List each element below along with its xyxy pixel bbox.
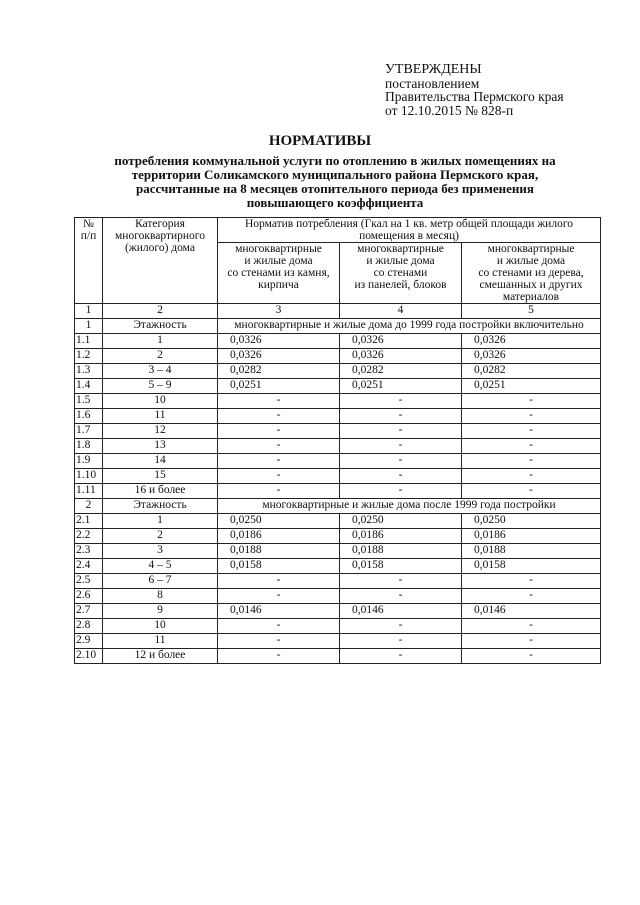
value-panel: 0,0188 bbox=[340, 544, 462, 559]
value-wood: 0,0188 bbox=[462, 544, 601, 559]
value-stone: - bbox=[218, 589, 340, 604]
table-row bbox=[75, 364, 601, 379]
section-title: многоквартирные и жилые дома после 1999 года постройки bbox=[218, 499, 601, 514]
value-panel: 0,0326 bbox=[340, 349, 462, 364]
row-category: 16 и более bbox=[103, 484, 218, 499]
table-row bbox=[75, 574, 601, 589]
value-stone: - bbox=[218, 409, 340, 424]
value-stone: 0,0158 bbox=[218, 559, 340, 574]
header-wood-walls: многоквартирные и жилые дома со стенами из дерева, смешанных и других материалов bbox=[462, 243, 601, 304]
value-panel: 0,0158 bbox=[340, 559, 462, 574]
row-number: 2.4 bbox=[75, 559, 103, 574]
row-number: 2.10 bbox=[75, 649, 103, 664]
approval-line: постановлением bbox=[385, 75, 480, 91]
value-panel: 0,0250 bbox=[340, 514, 462, 529]
row-category: 9 bbox=[103, 604, 218, 619]
row-category: 15 bbox=[103, 469, 218, 484]
table-row bbox=[75, 529, 601, 544]
section-header-row bbox=[75, 499, 601, 514]
table-row bbox=[75, 619, 601, 634]
table-row bbox=[75, 409, 601, 424]
row-number: 1.7 bbox=[75, 424, 103, 439]
row-number: 2.5 bbox=[75, 574, 103, 589]
row-category: 6 – 7 bbox=[103, 574, 218, 589]
value-panel: - bbox=[340, 649, 462, 664]
row-category: 3 bbox=[103, 544, 218, 559]
value-stone: 0,0282 bbox=[218, 364, 340, 379]
value-wood: 0,0326 bbox=[462, 349, 601, 364]
table-row bbox=[75, 349, 601, 364]
norms-table bbox=[74, 217, 601, 664]
row-category: 11 bbox=[103, 634, 218, 649]
value-stone: - bbox=[218, 649, 340, 664]
value-panel: - bbox=[340, 634, 462, 649]
value-panel: - bbox=[340, 589, 462, 604]
row-category: 13 bbox=[103, 439, 218, 454]
section-label: Этажность bbox=[103, 319, 218, 334]
value-stone: - bbox=[218, 484, 340, 499]
column-number: 5 bbox=[462, 304, 601, 319]
value-stone: - bbox=[218, 634, 340, 649]
value-stone: 0,0251 bbox=[218, 379, 340, 394]
value-panel: - bbox=[340, 439, 462, 454]
value-wood: - bbox=[462, 439, 601, 454]
document-subtitle: потребления коммунальной услуги по отоплению в жилых помещениях на территории Соликамского муниципального района Пермского края, рассчитанные на 8 месяцев отопительного периода без применения повышающего коэффициента bbox=[114, 153, 556, 210]
row-number: 1.1 bbox=[75, 334, 103, 349]
value-panel: - bbox=[340, 424, 462, 439]
row-category: 10 bbox=[103, 394, 218, 409]
row-number: 2.1 bbox=[75, 514, 103, 529]
value-wood: - bbox=[462, 619, 601, 634]
header-stone-walls: многоквартирные и жилые дома со стенами из камня, кирпича bbox=[218, 243, 340, 304]
row-number: 1.6 bbox=[75, 409, 103, 424]
column-number: 2 bbox=[103, 304, 218, 319]
table-row bbox=[75, 559, 601, 574]
section-number: 1 bbox=[75, 319, 103, 334]
value-wood: 0,0186 bbox=[462, 529, 601, 544]
section-number: 2 bbox=[75, 499, 103, 514]
row-number: 2.7 bbox=[75, 604, 103, 619]
row-category: 3 – 4 bbox=[103, 364, 218, 379]
value-wood: 0,0250 bbox=[462, 514, 601, 529]
row-category: 8 bbox=[103, 589, 218, 604]
approval-line: от 12.10.2015 № 828-п bbox=[385, 102, 514, 118]
row-category: 4 – 5 bbox=[103, 559, 218, 574]
value-wood: - bbox=[462, 424, 601, 439]
row-number: 1.11 bbox=[75, 484, 103, 499]
table-row bbox=[75, 394, 601, 409]
approval-heading: УТВЕРЖДЕНЫ bbox=[385, 62, 482, 77]
column-number: 1 bbox=[75, 304, 103, 319]
value-panel: - bbox=[340, 469, 462, 484]
section-title: многоквартирные и жилые дома до 1999 года постройки включительно bbox=[218, 319, 601, 334]
value-wood: 0,0158 bbox=[462, 559, 601, 574]
table-row bbox=[75, 604, 601, 619]
value-wood: 0,0326 bbox=[462, 334, 601, 349]
row-number: 1.5 bbox=[75, 394, 103, 409]
row-category: 11 bbox=[103, 409, 218, 424]
table-row bbox=[75, 439, 601, 454]
row-number: 2.6 bbox=[75, 589, 103, 604]
value-stone: 0,0326 bbox=[218, 349, 340, 364]
section-header-row bbox=[75, 319, 601, 334]
value-stone: 0,0186 bbox=[218, 529, 340, 544]
table-row bbox=[75, 469, 601, 484]
value-panel: 0,0326 bbox=[340, 334, 462, 349]
header-category: Категория многоквартирного (жилого) дома bbox=[103, 218, 218, 304]
value-wood: - bbox=[462, 394, 601, 409]
row-category: 12 bbox=[103, 424, 218, 439]
approval-line: Правительства Пермского края bbox=[385, 89, 564, 104]
value-wood: - bbox=[462, 484, 601, 499]
value-panel: - bbox=[340, 484, 462, 499]
document-title: НОРМАТИВЫ bbox=[268, 133, 372, 149]
row-category: 10 bbox=[103, 619, 218, 634]
row-number: 1.3 bbox=[75, 364, 103, 379]
value-panel: - bbox=[340, 394, 462, 409]
header-norm: Норматив потребления (Гкал на 1 кв. метр общей площади жилого помещения в месяц) bbox=[218, 218, 601, 243]
value-panel: 0,0186 bbox=[340, 529, 462, 544]
table-row bbox=[75, 484, 601, 499]
row-category: 14 bbox=[103, 454, 218, 469]
table-row bbox=[75, 454, 601, 469]
value-panel: - bbox=[340, 619, 462, 634]
header-panel-walls: многоквартирные и жилые дома со стенами из панелей, блоков bbox=[340, 243, 462, 304]
header-number: № п/п bbox=[75, 218, 103, 304]
value-panel: - bbox=[340, 574, 462, 589]
column-number: 4 bbox=[340, 304, 462, 319]
row-category: 2 bbox=[103, 529, 218, 544]
value-panel: - bbox=[340, 454, 462, 469]
row-number: 1.10 bbox=[75, 469, 103, 484]
value-wood: - bbox=[462, 589, 601, 604]
value-wood: - bbox=[462, 574, 601, 589]
row-number: 2.2 bbox=[75, 529, 103, 544]
value-wood: 0,0251 bbox=[462, 379, 601, 394]
row-number: 2.8 bbox=[75, 619, 103, 634]
approval-block bbox=[385, 63, 564, 117]
value-stone: - bbox=[218, 424, 340, 439]
section-label: Этажность bbox=[103, 499, 218, 514]
row-number: 1.4 bbox=[75, 379, 103, 394]
value-wood: - bbox=[462, 409, 601, 424]
value-stone: - bbox=[218, 394, 340, 409]
value-wood: 0,0146 bbox=[462, 604, 601, 619]
value-wood: - bbox=[462, 634, 601, 649]
row-category: 1 bbox=[103, 334, 218, 349]
value-stone: - bbox=[218, 574, 340, 589]
value-panel: 0,0251 bbox=[340, 379, 462, 394]
table-row bbox=[75, 379, 601, 394]
column-number: 3 bbox=[218, 304, 340, 319]
row-number: 1.2 bbox=[75, 349, 103, 364]
value-stone: 0,0250 bbox=[218, 514, 340, 529]
table-row bbox=[75, 334, 601, 349]
row-category: 12 и более bbox=[103, 649, 218, 664]
value-stone: - bbox=[218, 439, 340, 454]
column-numbers-row bbox=[75, 304, 601, 319]
value-stone: 0,0326 bbox=[218, 334, 340, 349]
row-category: 5 – 9 bbox=[103, 379, 218, 394]
value-stone: 0,0146 bbox=[218, 604, 340, 619]
value-wood: - bbox=[462, 469, 601, 484]
value-stone: - bbox=[218, 454, 340, 469]
value-panel: - bbox=[340, 409, 462, 424]
row-category: 1 bbox=[103, 514, 218, 529]
table-row bbox=[75, 544, 601, 559]
value-wood: - bbox=[462, 649, 601, 664]
table-row bbox=[75, 424, 601, 439]
table-row bbox=[75, 514, 601, 529]
table-row bbox=[75, 649, 601, 664]
row-number: 1.9 bbox=[75, 454, 103, 469]
table-row bbox=[75, 589, 601, 604]
row-number: 1.8 bbox=[75, 439, 103, 454]
row-number: 2.9 bbox=[75, 634, 103, 649]
value-wood: - bbox=[462, 454, 601, 469]
table-header-row bbox=[75, 218, 601, 243]
row-category: 2 bbox=[103, 349, 218, 364]
value-panel: 0,0282 bbox=[340, 364, 462, 379]
value-stone: - bbox=[218, 469, 340, 484]
value-stone: 0,0188 bbox=[218, 544, 340, 559]
value-panel: 0,0146 bbox=[340, 604, 462, 619]
row-number: 2.3 bbox=[75, 544, 103, 559]
value-stone: - bbox=[218, 619, 340, 634]
value-wood: 0,0282 bbox=[462, 364, 601, 379]
table-row bbox=[75, 634, 601, 649]
